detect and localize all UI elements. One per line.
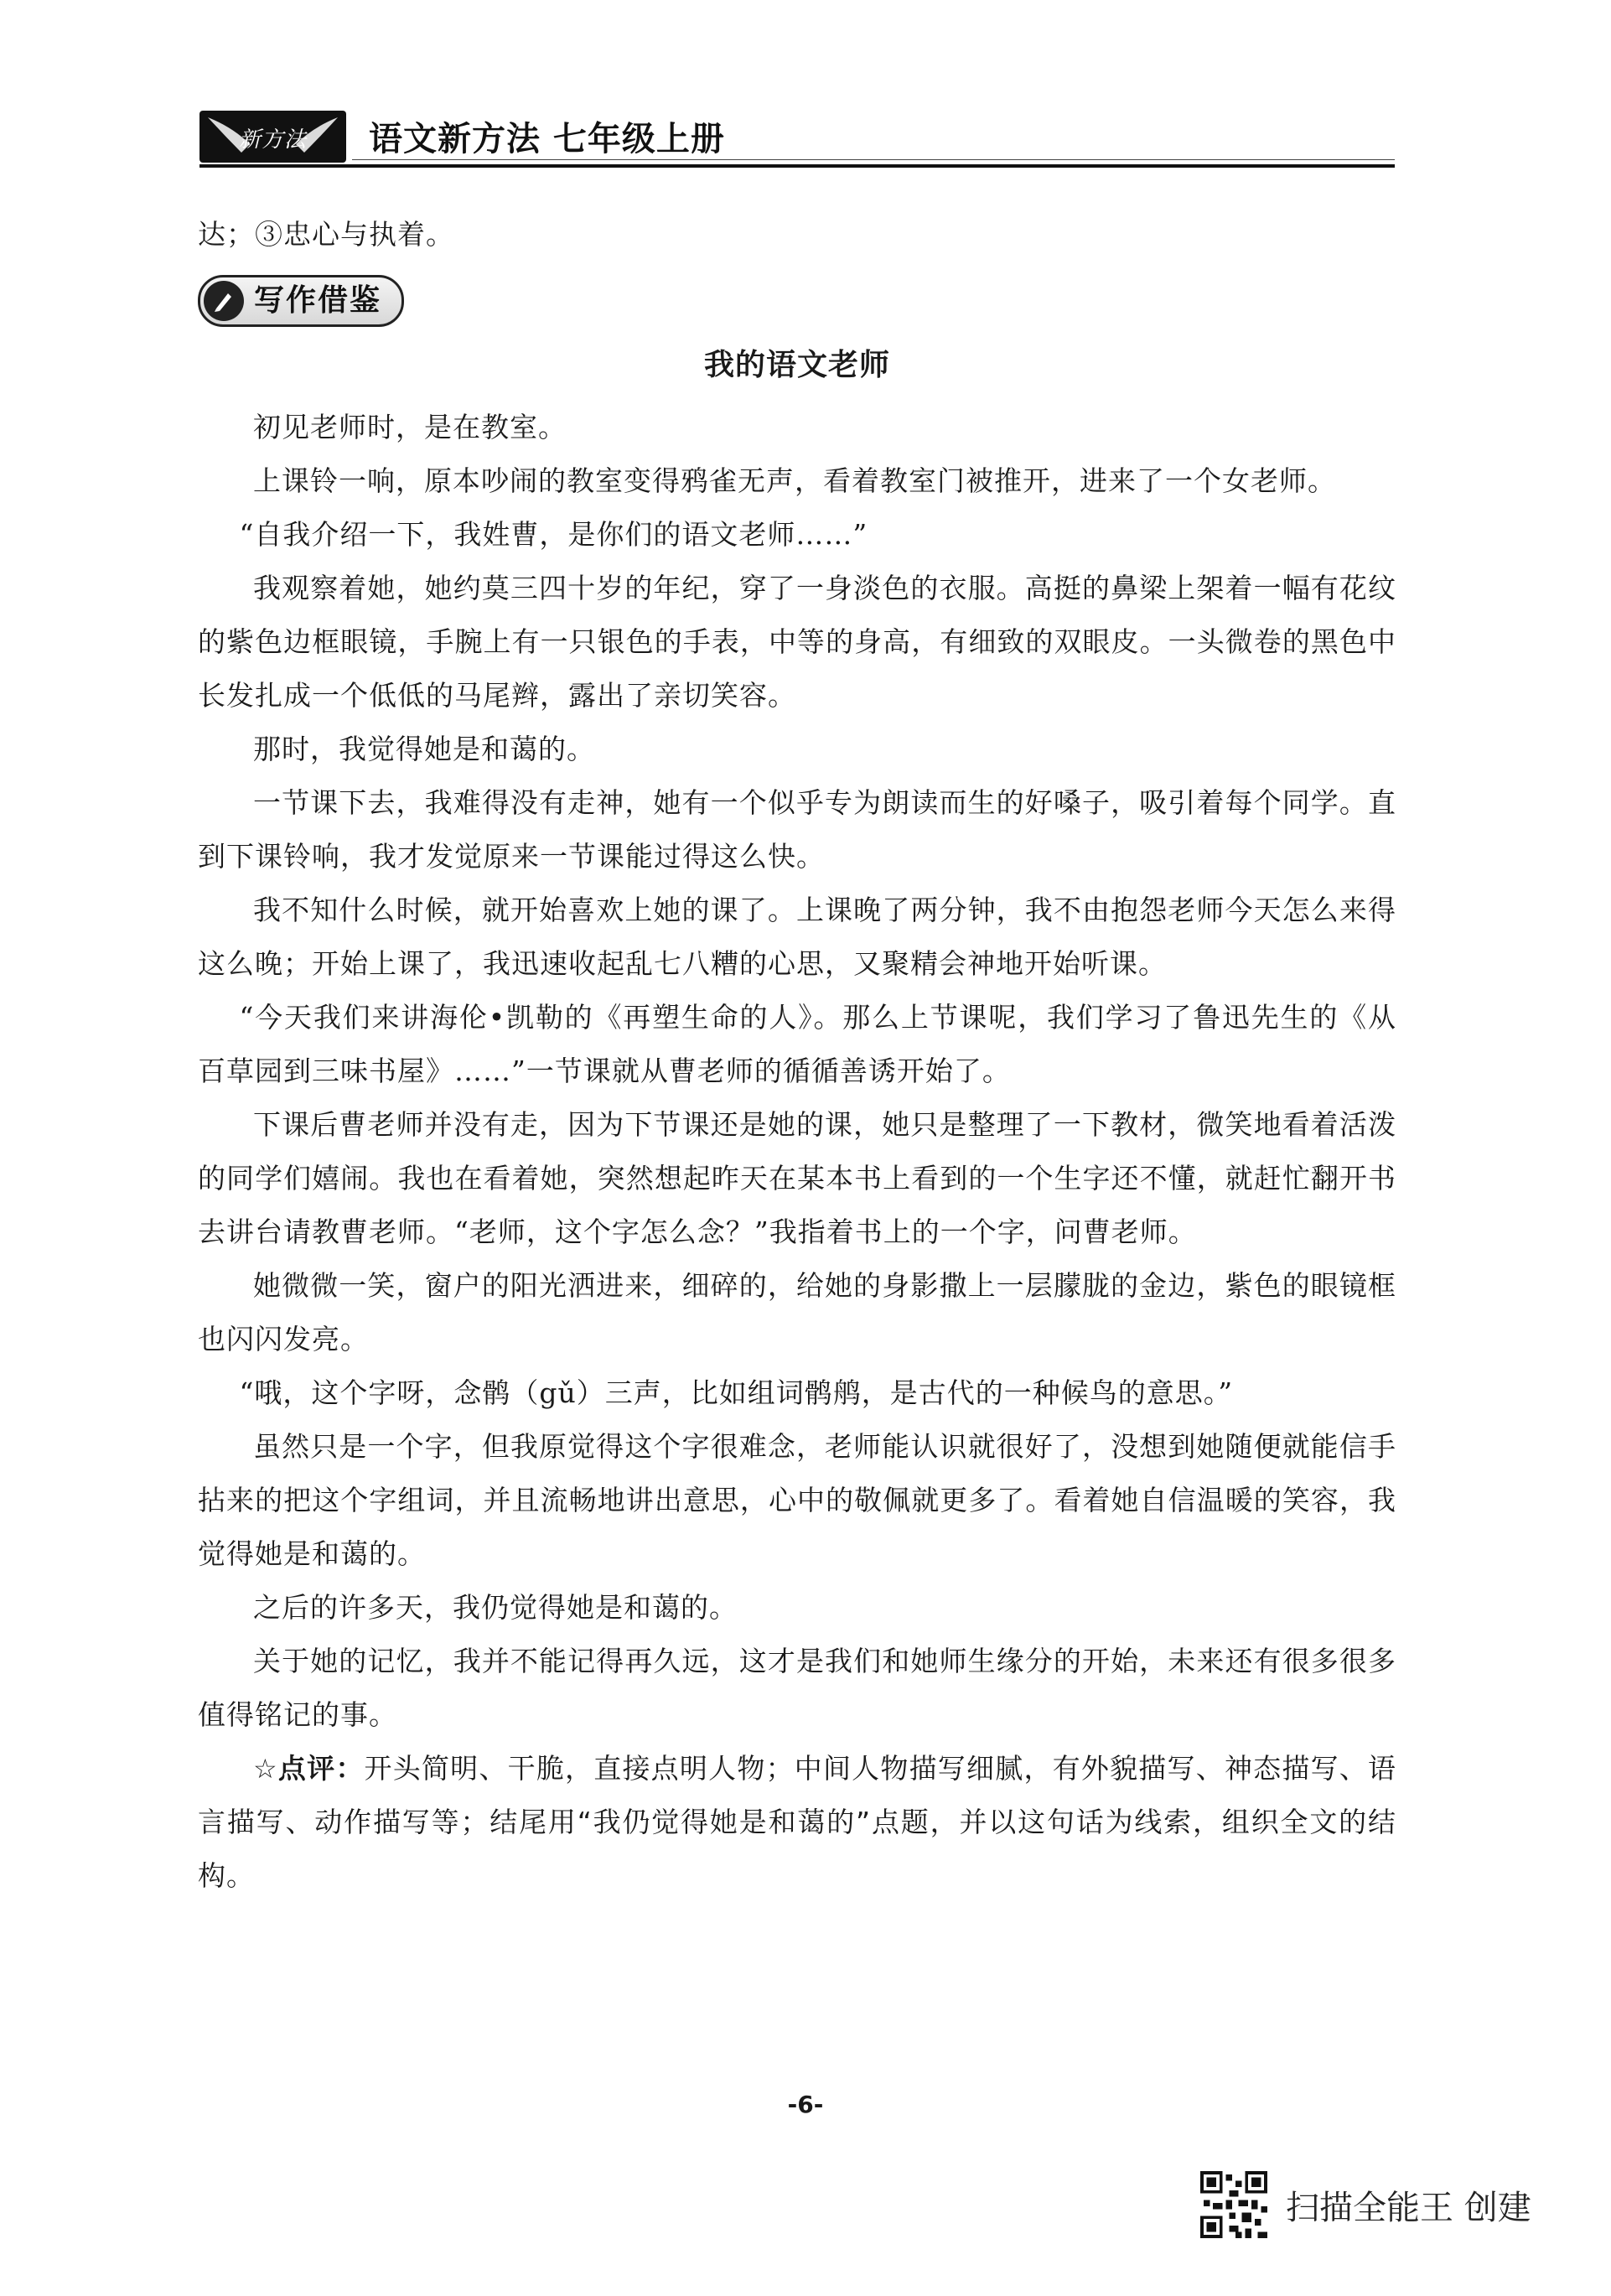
watermark-text: 扫描全能王 创建: [1286, 2188, 1531, 2227]
comment-label: 点评：: [277, 1752, 365, 1785]
section-badge: [198, 275, 1396, 327]
paragraph: “哦，这个字呀，念鹘（gǔ）三声，比如组词鹘鸼，是古代的一种候鸟的意思。”: [239, 1376, 1234, 1409]
header-logo: [199, 111, 346, 163]
qr-code-icon: [1200, 2171, 1267, 2238]
paragraph: “自我介绍一下，我姓曹，是你们的语文老师……”: [239, 518, 868, 551]
article-title: 我的语文老师: [703, 348, 890, 382]
comment: [198, 1742, 1396, 1903]
paragraph: 她微微一笑，窗户的阳光洒进来，细碎的，给她的身影撒上一层朦胧的金边，紫色的眼镜框也闪闪发亮。: [198, 1269, 1396, 1355]
paragraph: 我观察着她，她约莫三四十岁的年纪，穿了一身淡色的衣服。高挺的鼻梁上架着一幅有花纹的紫色边框眼镜，手腕上有一只银色的手表，中等的身高，有细致的双眼皮。一头微卷的黑色中长发扎成一个低低的马尾辫，露出了亲切笑容。: [198, 572, 1396, 712]
paragraph: 之后的许多天，我仍觉得她是和蔼的。: [253, 1591, 738, 1624]
paragraph: 上课铃一响，原本吵闹的教室变得鸦雀无声，看着教室门被推开，进来了一个女老师。: [253, 464, 1336, 497]
page-number: -6-: [787, 2091, 824, 2118]
paragraph: 关于她的记忆，我并不能记得再久远，这才是我们和她师生缘分的开始，未来还有很多很多值得铭记的事。: [198, 1645, 1396, 1731]
badge-pill: [198, 275, 404, 327]
paragraph: 那时，我觉得她是和蔼的。: [253, 733, 595, 765]
paragraph: 初见老师时，是在教室。: [253, 411, 567, 443]
section-label: 写作借鉴: [254, 283, 382, 318]
star-icon: ☆: [253, 1753, 278, 1785]
paragraph: 我不知什么时候，就开始喜欢上她的课了。上课晚了两分钟，我不由抱怨老师今天怎么来得这么晚；开始上课了，我迅速收起乱七八糟的心思，又聚精会神地开始听课。: [198, 894, 1396, 980]
pen-icon: [204, 281, 244, 321]
intro-line: 达；③忠心与执着。: [198, 218, 454, 251]
scanner-watermark: [1200, 2171, 1531, 2238]
paragraph: 下课后曹老师并没有走，因为下节课还是她的课，她只是整理了一下教材，微笑地看着活泼的同学们嬉闹。我也在看着她，突然想起昨天在某本书上看到的一个生字还不懂，就赶忙翻开书去讲台请教曹老师。“老师，这个字怎么念？”我指着书上的一个字，问曹老师。: [198, 1108, 1396, 1248]
page-content: [198, 208, 1396, 1903]
paragraph: “今天我们来讲海伦•凯勒的《再塑生命的人》。那么上节课呢，我们学习了鲁迅先生的《从百草园到三味书屋》……”一节课就从曹老师的循循善诱开始了。: [198, 1001, 1396, 1087]
book-title: 语文新方法 七年级上册: [369, 120, 725, 158]
logo-text: 新方法: [238, 127, 307, 153]
comment-text: 开头简明、干脆，直接点明人物；中间人物描写细腻，有外貌描写、神态描写、语言描写、动作描写等；结尾用“我仍觉得她是和蔼的”点题，并以这句话为线索，组织全文的结构。: [198, 1752, 1397, 1892]
paragraph: 一节课下去，我难得没有走神，她有一个似乎专为朗读而生的好嗓子，吸引着每个同学。直到下课铃响，我才发觉原来一节课能过得这么快。: [198, 786, 1396, 873]
header-divider-thin: [352, 159, 1395, 160]
header-divider: [199, 164, 1395, 168]
paragraph: 虽然只是一个字，但我原觉得这个字很难念，老师能认识就很好了，没想到她随便就能信手拈来的把这个字组词，并且流畅地讲出意思，心中的敬佩就更多了。看着她自信温暖的笑容，我觉得她是和蔼的。: [198, 1430, 1396, 1570]
